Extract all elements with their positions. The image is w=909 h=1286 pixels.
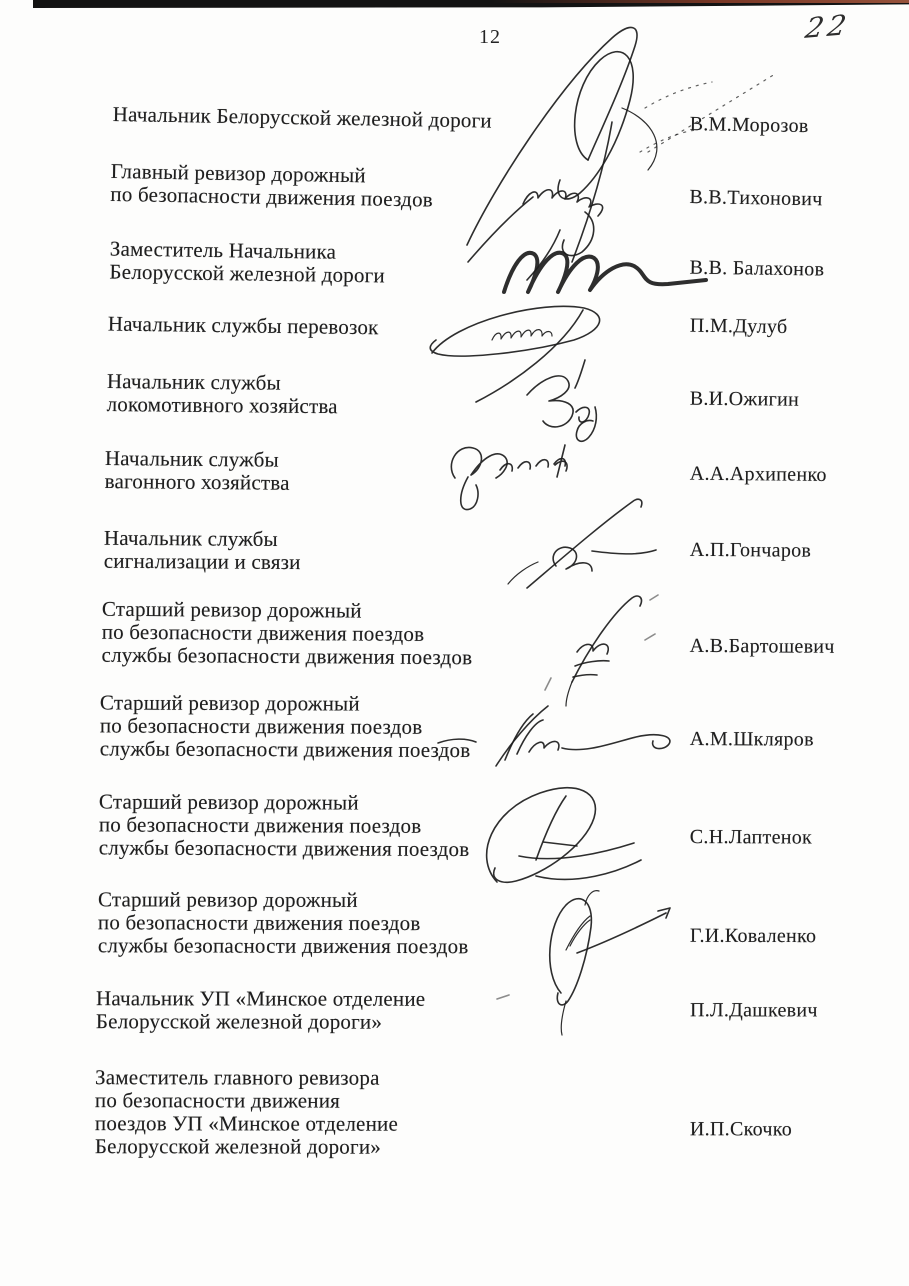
- signatory-name: В.И.Ожигин: [689, 387, 800, 411]
- signatory-row: [0, 236, 909, 288]
- signatory-name: П.Л.Дашкевич: [689, 999, 818, 1022]
- signature-dulub: [430, 306, 599, 402]
- signatory-row: [0, 596, 909, 670]
- signatory-title: Заместитель главного ревизора по безопасности движения поездов УП «Минское отделение Белорусской железной дороги»: [94, 1065, 399, 1159]
- signature-tikhonovich: [468, 130, 696, 262]
- signature-kovalenko: [497, 891, 670, 1035]
- signatory-name: С.Н.Лаптенок: [689, 826, 813, 849]
- handwritten-page-number: 22: [802, 8, 853, 45]
- signatory-name: В.М.Морозов: [689, 113, 809, 138]
- signatory-title: Старший ревизор дорожный по безопасности движения поездов службы безопасности движения поездов: [97, 887, 469, 959]
- signatory-title: Старший ревизор дорожный по безопасности движения поездов службы безопасности движения поездов: [99, 690, 471, 763]
- signature-arkhipenko: [451, 445, 567, 510]
- signatory-name: В.В.Тихонович: [689, 186, 823, 211]
- signatory-title: Заместитель Начальника Белорусской железной дороги: [109, 236, 386, 288]
- signatory-name: И.П.Скочко: [689, 1118, 793, 1141]
- signatory-title: Старший ревизор дорожный по безопасности движения поездов службы безопасности движения поездов: [98, 789, 470, 862]
- scan-artifact-top-bar-tint: [491, 0, 909, 3]
- signatory-row: [0, 369, 909, 419]
- signatory-title: Главный ревизор дорожный по безопасности движения поездов: [110, 158, 434, 212]
- signature-morozov: [467, 28, 775, 262]
- signatory-name: П.М.Дулуб: [689, 314, 788, 338]
- signature-shklyarov: [438, 678, 670, 766]
- signatory-title: Начальник службы вагонного хозяйства: [104, 446, 290, 495]
- signatory-row: [0, 311, 909, 340]
- signatory-title: Начальник службы локомотивного хозяйства: [106, 369, 338, 419]
- signatory-row: [0, 525, 909, 575]
- signatory-name: А.В.Бартошевич: [689, 634, 835, 658]
- signatory-title: Начальник службы перевозок: [107, 311, 379, 340]
- signatory-row: [0, 101, 909, 138]
- signatory-name: Г.И.Коваленко: [689, 924, 817, 948]
- signatory-row: [0, 887, 909, 959]
- signatory-row: [0, 1065, 909, 1159]
- signatory-name: А.П.Гончаров: [689, 538, 812, 562]
- signature-balakhonov: [504, 230, 706, 292]
- signatory-name: В.В. Балахонов: [689, 256, 825, 281]
- signatory-row: [0, 158, 909, 212]
- signatory-title: Начальник УП «Минское отделение Белорусской железной дороги»: [95, 986, 426, 1034]
- signature-bartoshevich: [566, 595, 658, 706]
- signatory-name: А.М.Шкляров: [689, 728, 814, 751]
- signatory-title: Начальник службы сигнализации и связи: [103, 525, 301, 575]
- signature-goncharov: [508, 499, 656, 588]
- signatory-row: [0, 789, 909, 862]
- signatory-row: [0, 986, 909, 1034]
- typed-page-number: 12: [479, 26, 501, 48]
- signatory-row: [0, 690, 909, 763]
- signature-laptenok: [487, 788, 641, 883]
- signatory-name: А.А.Архипенко: [689, 462, 827, 486]
- signatory-title: Начальник Белорусской железной дороги: [112, 101, 493, 133]
- signature-ozhigin: [527, 360, 596, 441]
- signatory-row: [0, 446, 909, 495]
- signatory-title: Старший ревизор дорожный по безопасности движения поездов службы безопасности движения поездов: [101, 596, 473, 670]
